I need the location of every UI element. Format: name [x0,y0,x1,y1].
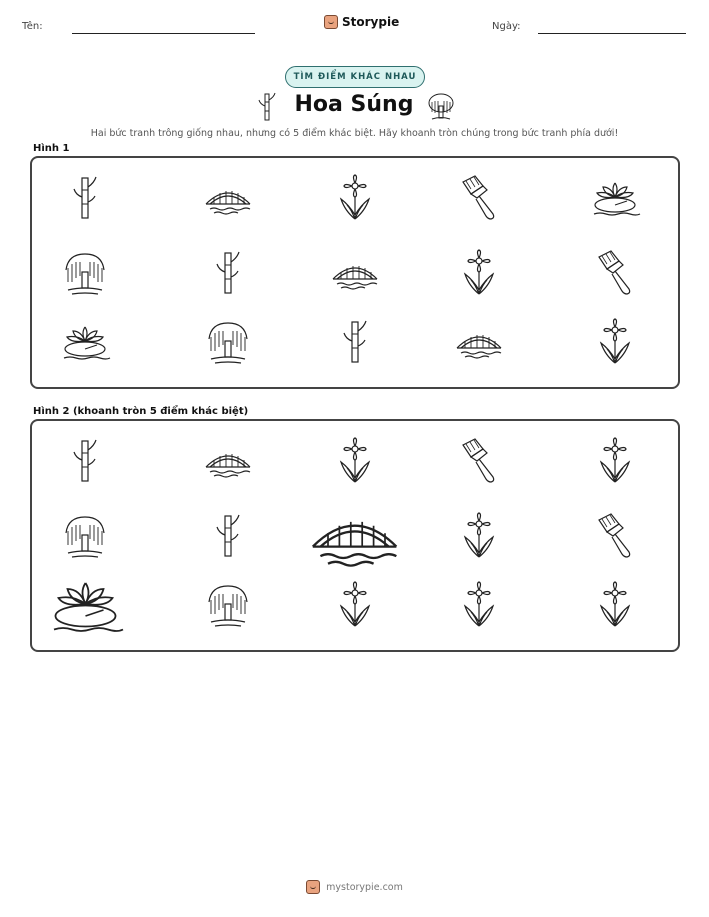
flower-icon[interactable] [325,433,385,489]
picture2-label: Hình 2 (khoanh tròn 5 điểm khác biệt) [33,406,249,417]
willow-tree-icon[interactable] [198,577,258,633]
bamboo-icon [325,314,385,370]
storypie-logo-icon [306,880,320,894]
brush-icon [585,245,645,301]
brand-name: Storypie [342,15,400,29]
bamboo-icon[interactable] [198,508,258,564]
flower-icon[interactable] [585,577,645,633]
flower-icon [325,170,385,226]
flower-icon[interactable] [585,433,645,489]
bamboo-icon [55,170,115,226]
page-title: Hoa Súng [294,92,414,117]
bridge-icon[interactable] [298,482,412,588]
name-label: Tên: [22,21,43,32]
picture1-label: Hình 1 [33,143,70,154]
bridge-icon [198,170,258,226]
brush-icon[interactable] [585,508,645,564]
footer [0,880,709,894]
bridge-icon[interactable] [198,433,258,489]
flower-icon [585,314,645,370]
flower-icon[interactable] [325,577,385,633]
water-lily-icon[interactable] [40,563,130,647]
brush-icon [449,170,509,226]
flower-icon[interactable] [449,577,509,633]
brand-logo [324,15,399,29]
bamboo-icon[interactable] [55,433,115,489]
water-lily-icon [585,170,645,226]
bridge-icon [449,314,509,370]
date-label: Ngày: [492,21,521,32]
activity-badge: TÌM ĐIỂM KHÁC NHAU [285,66,425,88]
bamboo-icon [198,245,258,301]
water-lily-icon [55,314,115,370]
bridge-icon [325,245,385,301]
name-field[interactable] [72,33,255,34]
brush-icon[interactable] [449,433,509,489]
picture1-grid [30,156,680,389]
title-bamboo-icon [258,92,276,122]
flower-icon [449,245,509,301]
title-willow-icon [426,92,456,122]
instructions: Hai bức tranh trông giống nhau, nhưng có 5 điểm khác biệt. Hãy khoanh tròn chúng trong bức tranh phía dưới! [90,128,619,139]
willow-tree-icon[interactable] [55,508,115,564]
storypie-logo-icon [324,15,338,29]
flower-icon[interactable] [449,508,509,564]
footer-site[interactable]: mystorypie.com [326,881,403,893]
willow-tree-icon [198,314,258,370]
willow-tree-icon [55,245,115,301]
picture2-grid [30,419,680,652]
date-field[interactable] [538,33,686,34]
